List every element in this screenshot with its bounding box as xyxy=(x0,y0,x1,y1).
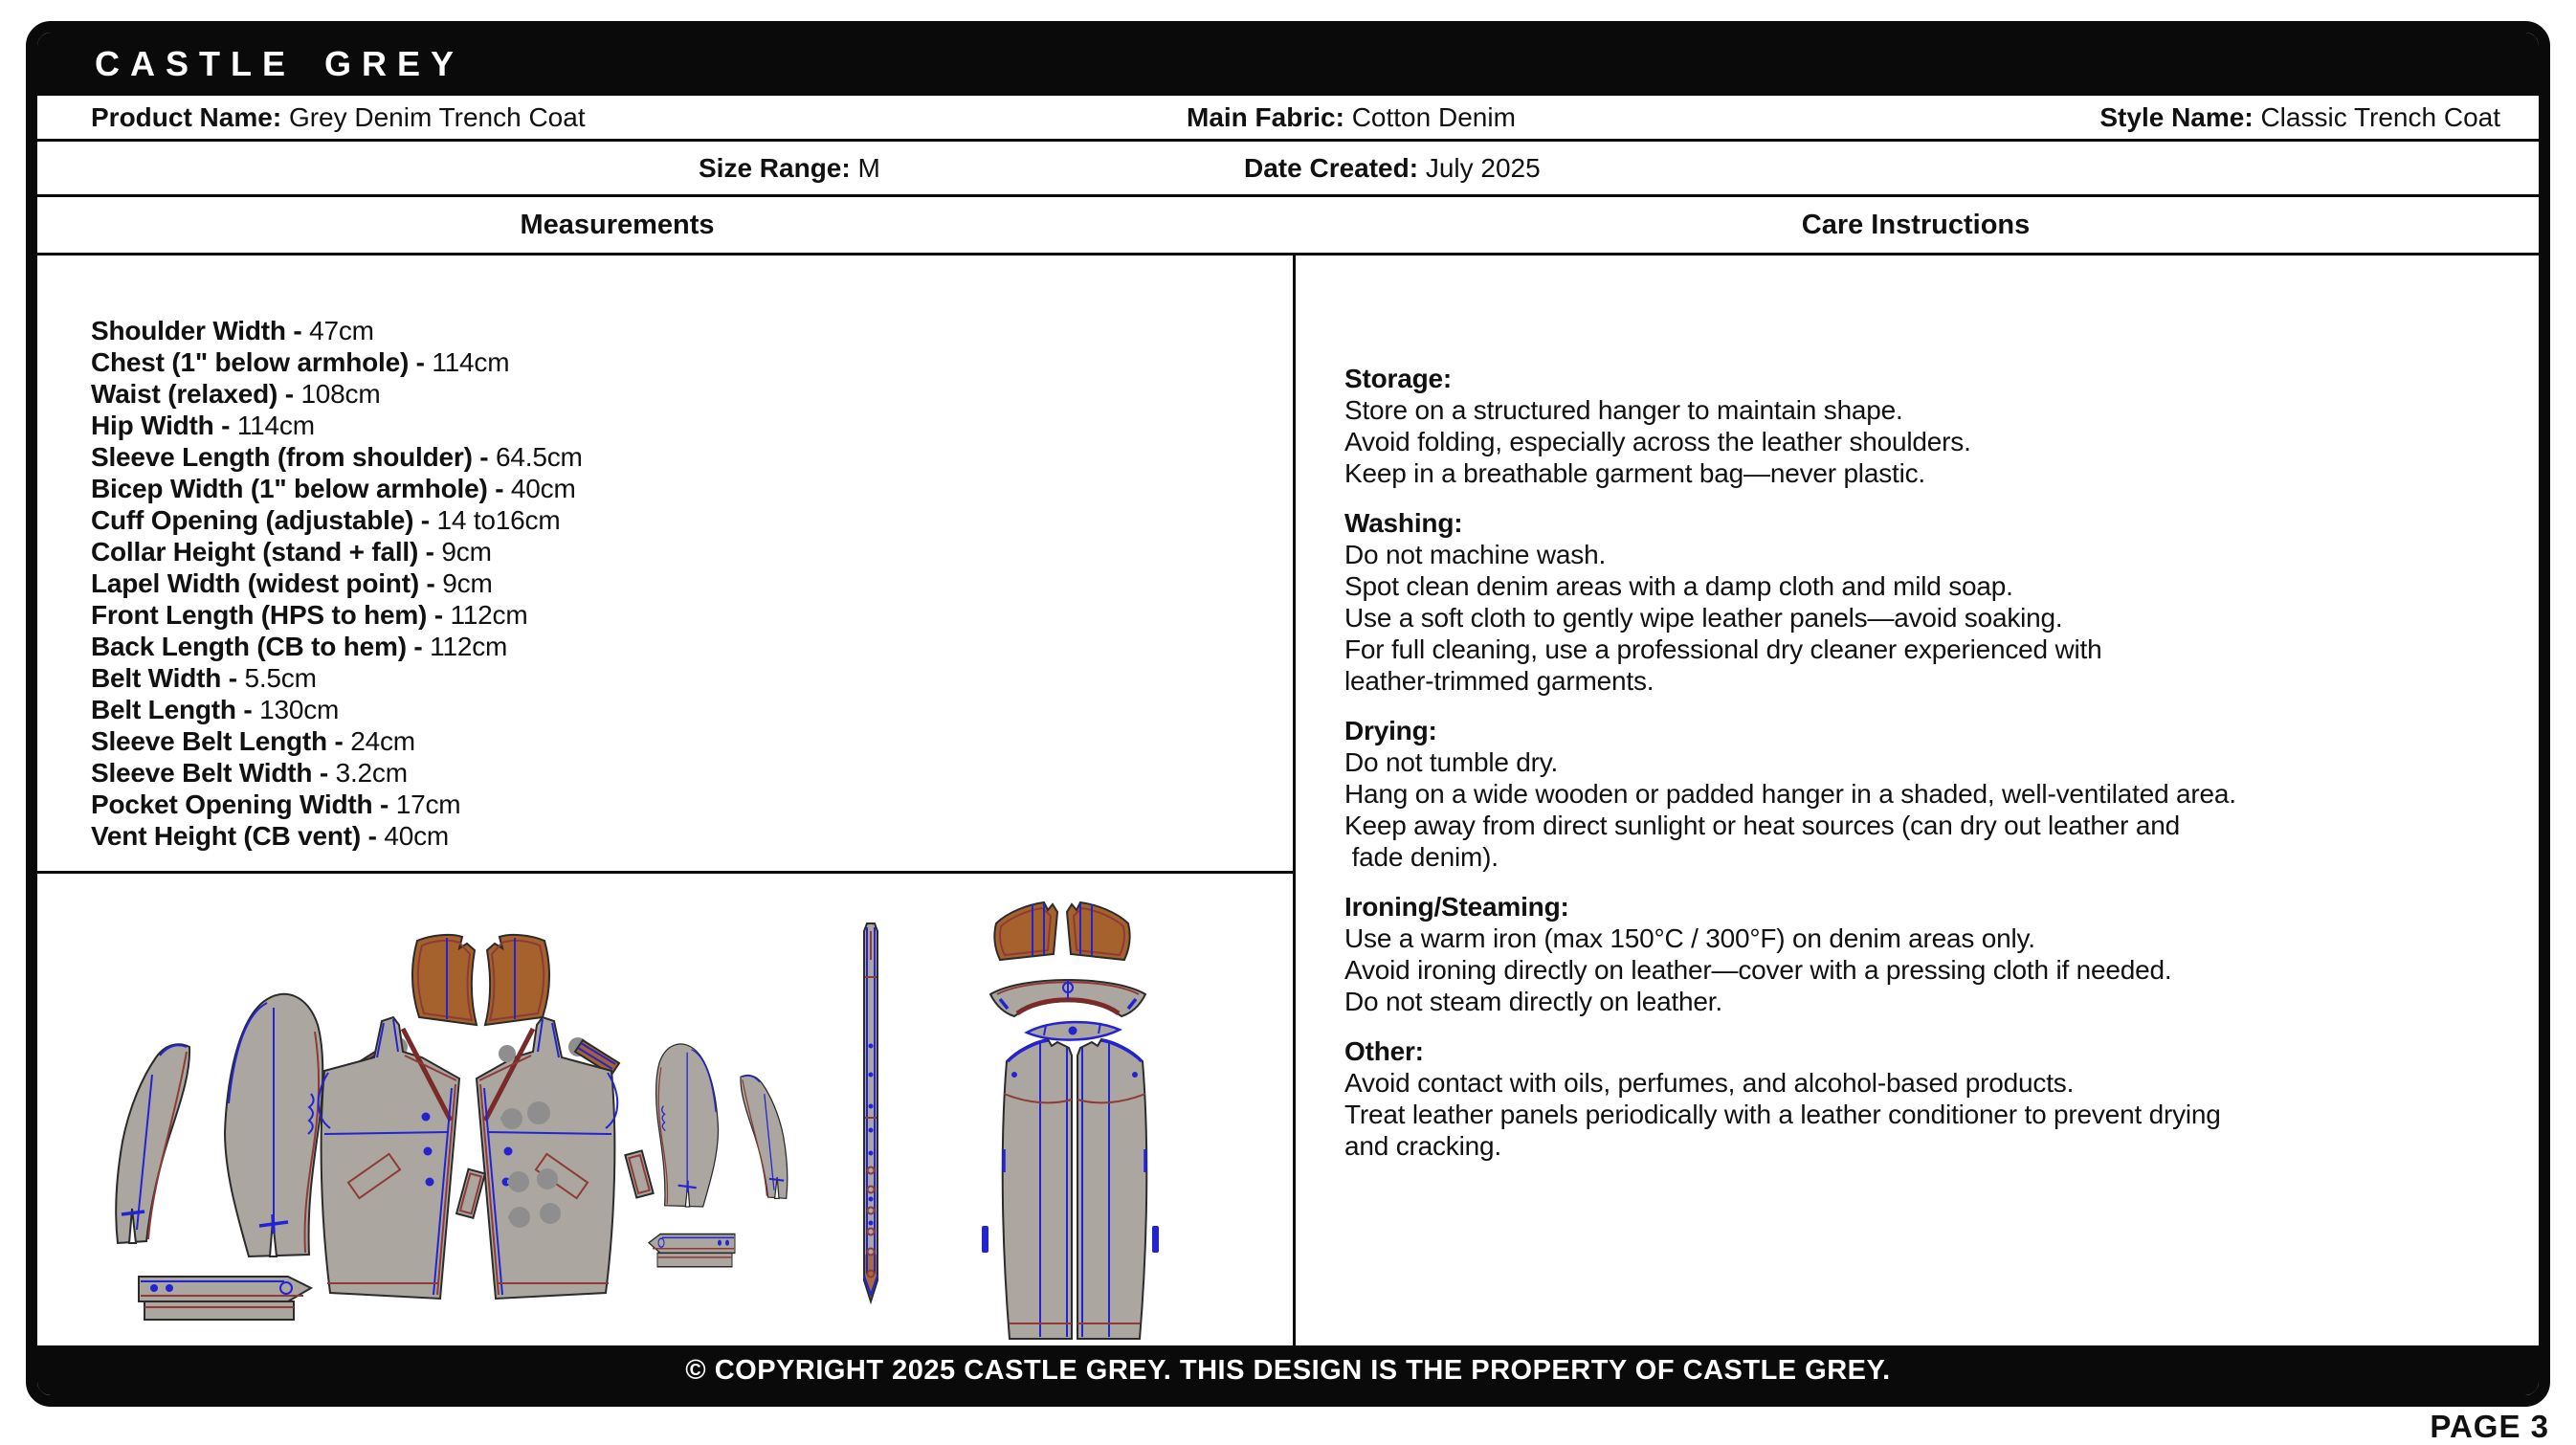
copyright-text: © COPYRIGHT 2025 CASTLE GREY. THIS DESIGN IS THE PROPERTY OF CASTLE GREY. xyxy=(685,1355,1891,1386)
pattern-piece-waist-belt xyxy=(864,923,877,1301)
care-instructions xyxy=(1296,256,2539,1162)
brand-title-bar xyxy=(37,33,2539,96)
measurement-row: Belt Length - 130cm xyxy=(91,695,340,724)
pattern-piece-leather-collar-right xyxy=(485,935,549,1025)
pattern-piece-back-right xyxy=(1077,1039,1146,1339)
pattern-piece-belt-loop-left xyxy=(982,1226,988,1253)
size-range-field xyxy=(699,142,880,194)
pattern-piece-belt-loop-right xyxy=(1152,1226,1159,1253)
pattern-piece-cuff-strap-right xyxy=(649,1234,735,1267)
measurement-row: Belt Width - 5.5cm xyxy=(91,663,317,693)
measurement-row: Bicep Width (1" below armhole) - 40cm xyxy=(91,474,576,503)
measurement-row: Cuff Opening (adjustable) - 14 to16cm xyxy=(91,505,561,535)
brand-name: CASTLE GREY xyxy=(95,44,465,83)
product-name-label: Product Name: xyxy=(91,102,282,132)
measurement-row: Collar Height (stand + fall) - 9cm xyxy=(91,537,492,567)
measurement-row: Hip Width - 114cm xyxy=(91,411,315,440)
care-section-storage: Storage: Store on a structured hanger to maintain shape. Avoid folding, especially across the leather shoulders. Keep in a breathable garment bag—never plastic. xyxy=(1344,364,1971,488)
content-area xyxy=(37,256,2539,1345)
style-name-label: Style Name: xyxy=(2099,102,2254,132)
copyright-bar xyxy=(37,1345,2539,1395)
measurement-row: Sleeve Belt Length - 24cm xyxy=(91,726,415,756)
measurements-section-title: Measurements xyxy=(520,210,715,240)
measurement-row: Sleeve Length (from shoulder) - 64.5cm xyxy=(91,442,583,472)
pattern-piece-collar-stand xyxy=(1027,1022,1120,1039)
care-section-title: Care Instructions xyxy=(1801,210,2031,240)
date-created-label: Date Created: xyxy=(1244,153,1419,183)
product-name-field xyxy=(91,96,586,139)
pattern-piece-leather-yoke-left xyxy=(994,902,1057,960)
measurement-row: Shoulder Width - 47cm xyxy=(91,316,374,345)
size-range-value: M xyxy=(857,153,880,183)
pattern-piece-leather-yoke-right xyxy=(1067,902,1130,960)
measurement-row: Chest (1" below armhole) - 114cm xyxy=(91,347,510,377)
date-created-field xyxy=(1244,142,1541,194)
page-number: PAGE 3 xyxy=(2430,1409,2549,1444)
pattern-piece-sleeves-right xyxy=(656,1044,788,1207)
pattern-piece-cuff-strap-left xyxy=(139,1277,311,1320)
date-created-value: July 2025 xyxy=(1425,153,1541,183)
size-range-label: Size Range: xyxy=(699,153,851,183)
pattern-piece-leather-collar-left xyxy=(412,935,477,1025)
measurement-row: Sleeve Belt Width - 3.2cm xyxy=(91,758,408,788)
pattern-piece-sleeves-left xyxy=(116,994,322,1256)
pattern-piece-pocket-flap-right xyxy=(625,1150,653,1197)
measurement-row: Front Length (HPS to hem) - 112cm xyxy=(91,600,528,630)
measurement-row: Waist (relaxed) - 108cm xyxy=(91,379,381,409)
product-name-value: Grey Denim Trench Coat xyxy=(288,102,586,132)
pattern-piece-back-left xyxy=(1003,1039,1072,1339)
pattern-piece-pocket-flap-mid xyxy=(456,1169,485,1218)
main-fabric-value: Cotton Denim xyxy=(1351,102,1516,132)
care-section-washing: Washing: Do not machine wash. Spot clean denim areas with a damp cloth and mild soap. Use a soft cloth to gently wipe leather panels—avoid soaking. For full cleaning, use a professional dry cleaner experienced with leather-trimmed garments. xyxy=(1344,508,2102,696)
measurement-row: Back Length (CB to hem) - 112cm xyxy=(91,632,508,661)
care-section-drying: Drying: Do not tumble dry. Hang on a wide wooden or padded hanger in a shaded, well-ventilated area. Keep away from direct sunlight or heat sources (can dry out leather and fade denim). xyxy=(1344,716,2236,872)
measurement-row: Pocket Opening Width - 17cm xyxy=(91,789,461,819)
care-section-ironing: Ironing/Steaming: Use a warm iron (max 150°C / 300°F) on denim areas only. Avoid ironing directly on leather—cover with a pressing cloth if needed. Do not steam directly on leather. xyxy=(1344,892,2172,1016)
pattern-piece-front-left xyxy=(319,1017,459,1299)
document-frame xyxy=(26,21,2550,1407)
info-row-2 xyxy=(37,142,2539,197)
pattern-diagram xyxy=(37,874,1293,1345)
pattern-pieces-svg xyxy=(37,874,1293,1345)
pattern-piece-collar-band xyxy=(990,979,1145,1016)
measurement-row: Lapel Width (widest point) - 9cm xyxy=(91,568,493,598)
style-name-field xyxy=(2099,96,2500,139)
main-fabric-field xyxy=(1187,96,1516,139)
info-row-1 xyxy=(37,96,2539,142)
section-title-row xyxy=(37,197,2539,256)
style-name-value: Classic Trench Coat xyxy=(2260,102,2500,132)
measurement-row: Vent Height (CB vent) - 40cm xyxy=(91,821,450,851)
main-fabric-label: Main Fabric: xyxy=(1187,102,1344,132)
measurements-list xyxy=(37,256,1293,852)
care-section-other: Other: Avoid contact with oils, perfumes, and alcohol-based products. Treat leather panels periodically with a leather conditioner to prevent drying and cracking. xyxy=(1344,1036,2221,1161)
